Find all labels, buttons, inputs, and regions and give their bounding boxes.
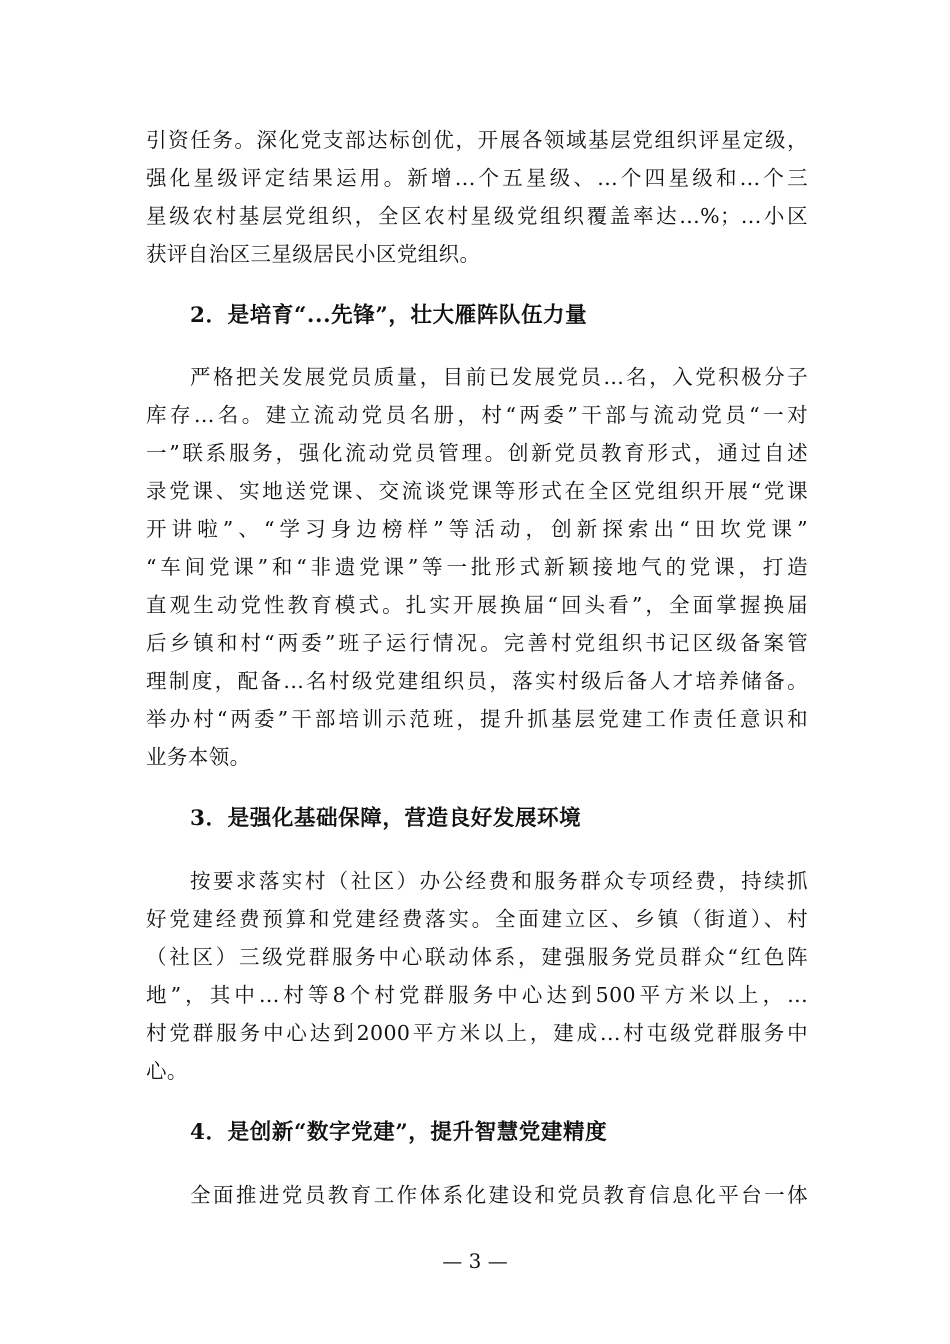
- paragraph-2-line-4: 录党课、实地送党课、交流谈党课等形式在全区党组织开展“党课: [146, 479, 808, 503]
- paragraph-1-line-4: 获评自治区三星级居民小区党组织。: [146, 242, 481, 266]
- paragraph-3-line-1: 按要求落实村（社区）办公经费和服务群众专项经费，持续抓: [190, 869, 808, 893]
- paragraph-2-line-8: 后乡镇和村“两委”班子运行情况。完善村党组织书记区级备案管: [146, 631, 808, 655]
- paragraph-2-line-1: 严格把关发展党员质量，目前已发展党员...名，入党积极分子: [190, 365, 808, 389]
- paragraph-1-line-1: 引资任务。深化党支部达标创优，开展各领域基层党组织评星定级，: [146, 128, 808, 152]
- paragraph-2-line-2: 库存...名。建立流动党员名册，村“两委”干部与流动党员“一对: [146, 403, 808, 427]
- paragraph-3-line-5: 村党群服务中心达到2000平方米以上，建成...村屯级党群服务中: [146, 1021, 808, 1045]
- paragraph-2-line-9: 理制度，配备...名村级党建组织员，落实村级后备人才培养储备。: [146, 669, 808, 693]
- paragraph-2-line-6: “车间党课”和“非遗党课”等一批形式新颖接地气的党课，打造: [146, 555, 808, 579]
- paragraph-2-line-10: 举办村“两委”干部培训示范班，提升抓基层党建工作责任意识和: [146, 707, 808, 731]
- section-heading-4: 4．是创新“数字党建”，提升智慧党建精度: [190, 1120, 608, 1145]
- paragraph-1-line-3: 星级农村基层党组织，全区农村星级党组织覆盖率达...%；...小区: [146, 204, 808, 228]
- paragraph-3-line-4: 地”，其中...村等8个村党群服务中心达到500平方米以上，...: [146, 983, 808, 1007]
- paragraph-3-line-2: 好党建经费预算和党建经费落实。全面建立区、乡镇（街道）、村: [146, 907, 808, 931]
- paragraph-3-line-3: （社区）三级党群服务中心联动体系，建强服务党员群众“红色阵: [146, 945, 808, 969]
- section-heading-3: 3．是强化基础保障，营造良好发展环境: [190, 806, 582, 831]
- paragraph-1-line-2: 强化星级评定结果运用。新增...个五星级、...个四星级和...个三: [146, 166, 808, 190]
- paragraph-2-line-5: 开讲啦”、“学习身边榜样”等活动，创新探索出“田坎党课”: [146, 517, 808, 541]
- paragraph-3-line-6: 心。: [146, 1059, 188, 1083]
- paragraph-2-line-7: 直观生动党性教育模式。扎实开展换届“回头看”，全面掌握换届: [146, 593, 808, 617]
- section-heading-2: 2．是培育“...先锋”，壮大雁阵队伍力量: [190, 303, 588, 328]
- page-number: — 3 —: [442, 1249, 508, 1273]
- paragraph-2-line-3: 一”联系服务，强化流动党员管理。创新党员教育形式，通过自述: [146, 441, 808, 465]
- paragraph-4-line-1: 全面推进党员教育工作体系化建设和党员教育信息化平台一体: [190, 1183, 808, 1207]
- paragraph-2-line-11: 业务本领。: [146, 745, 251, 769]
